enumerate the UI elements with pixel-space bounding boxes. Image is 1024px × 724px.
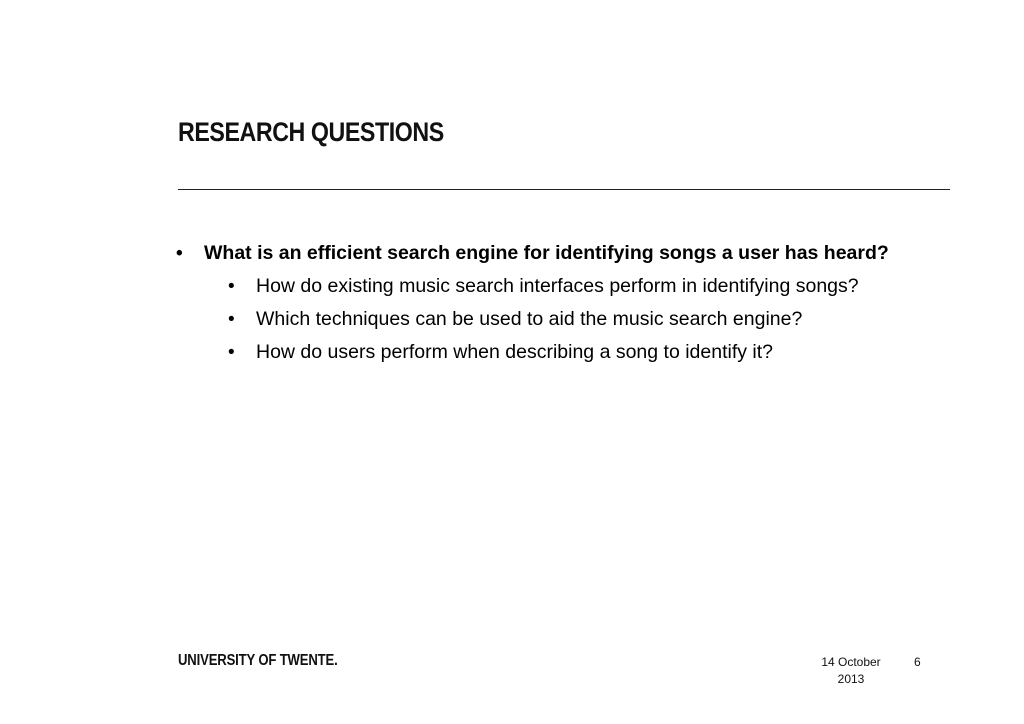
sub-question-item bbox=[228, 304, 866, 335]
bullet-icon: • bbox=[228, 276, 235, 297]
sub-question-text: Which techniques can be used to aid the music search engine? bbox=[256, 308, 803, 330]
sub-question-text: How do existing music search interfaces perform in identifying songs? bbox=[256, 275, 859, 297]
sub-question-item bbox=[228, 337, 866, 368]
university-logo: UNIVERSITY OF TWENTE. bbox=[178, 652, 338, 669]
main-question-text: What is an efficient search engine for identifying songs a user has heard? bbox=[204, 242, 889, 264]
date-line-2: 2013 bbox=[837, 672, 865, 686]
bullet-icon: • bbox=[228, 309, 235, 330]
bullet-icon: • bbox=[228, 342, 235, 363]
sub-question-item bbox=[228, 271, 866, 302]
date-line-1: 14 October bbox=[821, 655, 881, 669]
sub-question-text: How do users perform when describing a song to identify it? bbox=[256, 341, 774, 363]
main-question-item bbox=[176, 238, 904, 269]
bullet-icon: • bbox=[176, 243, 183, 264]
sub-question-list bbox=[176, 271, 916, 368]
bullet-list bbox=[176, 238, 916, 368]
slide-title: RESEARCH QUESTIONS bbox=[178, 117, 444, 147]
title-divider bbox=[178, 189, 950, 190]
page-number: 6 bbox=[914, 655, 921, 669]
slide-date bbox=[806, 654, 896, 688]
